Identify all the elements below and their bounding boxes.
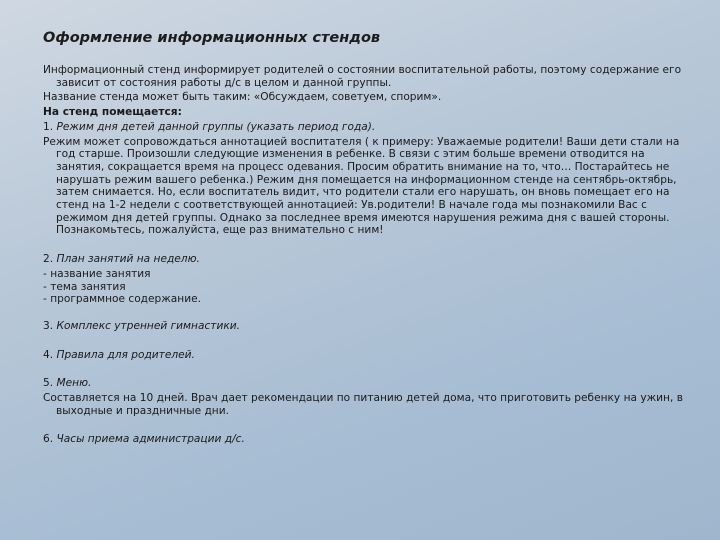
placed-heading: На стенд помещается: [43,106,182,119]
item-4-title: Правила для родителей. [56,348,195,361]
item-3-heading [43,320,683,333]
slide-title: Оформление информационных стендов [43,30,381,46]
spacer [43,419,683,433]
item-2-line: - название занятия [43,267,151,280]
spacer [43,363,683,377]
item-6-number: 6. [43,433,54,446]
item-4-number: 4. [43,348,54,361]
item-3-title: Комплекс утренней гимнастики. [56,319,240,332]
spacer [43,306,683,320]
intro-paragraph: Информационный стенд информирует родителей о состоянии воспитательной работы, поэтому содержание его зависит от состояния работы д/с в целом и данной группы. [43,64,682,89]
slide-body [43,64,683,448]
item-4-heading [43,349,683,362]
item-2-line: - программное содержание. [43,293,201,306]
stand-name-line: Название стенда может быть таким: «Обсуждаем, советуем, спорим». [43,91,442,104]
item-1-body: Режим может сопровождаться аннотацией воспитателя ( к примеру: Уважаемые родители! Ваши дети стали на год старше. Произошли следующие изменения в ребенке. В связи с этим больше времени отводится на занятия, сокращается время на процесс одевания. Просим обратить внимание на то, что… Постарайтесь не нарушать режим вашего ребенка.) Режим дня помещается на информационном стенде на сентябрь-октябрь, затем снимается. Но, если воспитатель видит, что родители стали его нарушать, он вновь помещает его на стенд на 1-2 недели с соответствующей аннотацией: Ув.родители! В начале года мы познакомили Вас с режимом дня детей группы. Однако за последнее время имеются нарушения режима дня с вашей стороны. Познакомьтесь, пожалуйста, еще раз внимательно с ним! [43,135,680,237]
item-5-body: Составляется на 10 дней. Врач дает рекомендации по питанию детей дома, что приготовить ребенку на ужин, в выходные и праздничные дни. [43,392,683,417]
item-2-title: План занятий на неделю. [56,253,200,266]
item-6-heading [43,433,683,446]
item-2-heading [43,253,683,266]
spacer [43,335,683,349]
item-1-number: 1. [43,120,54,133]
item-5-heading [43,377,683,390]
item-1-title: Режим дня детей данной группы (указать период года). [56,120,376,133]
item-3-number: 3. [43,319,54,332]
item-5-number: 5. [43,377,54,390]
item-1-heading [43,121,683,134]
item-6-title: Часы приема администрации д/с. [56,433,245,446]
spacer [43,239,683,253]
item-2-line: - тема занятия [43,280,126,293]
item-2-number: 2. [43,253,54,266]
item-5-title: Меню. [56,377,92,390]
